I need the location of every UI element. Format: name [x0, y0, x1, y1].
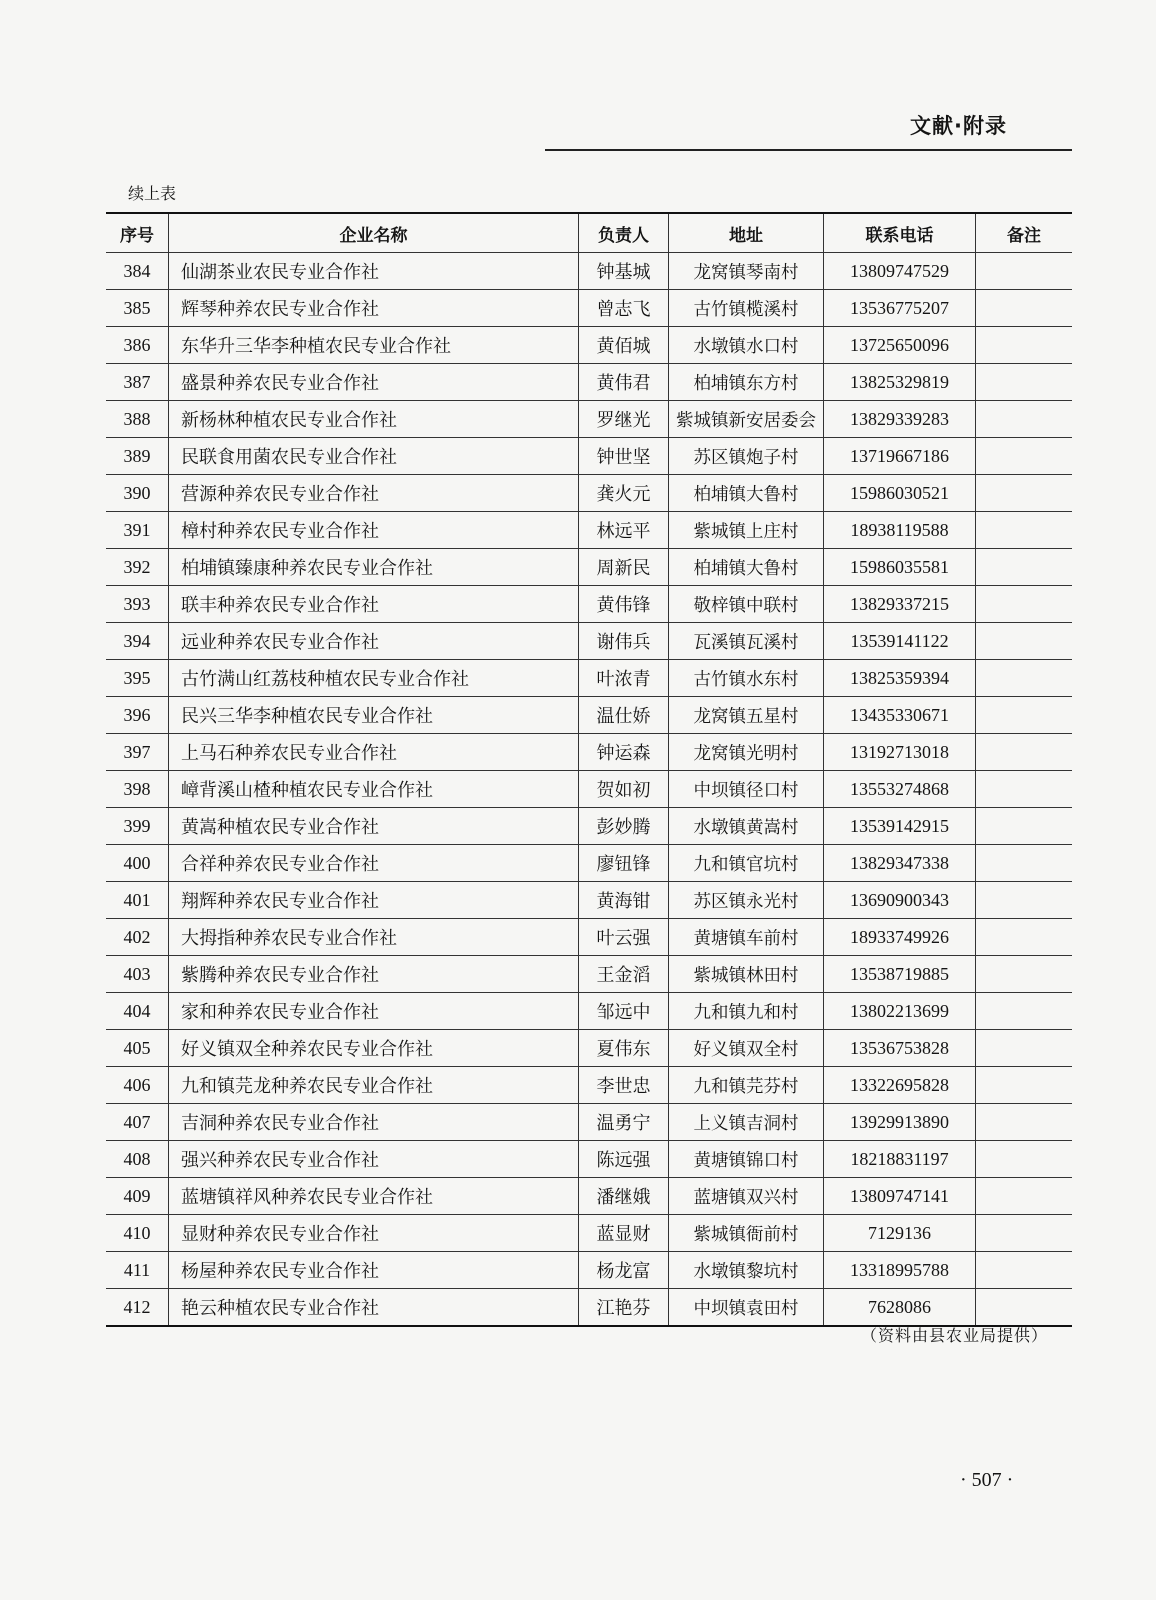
cell-note	[975, 1215, 1072, 1251]
cell-note	[975, 327, 1072, 363]
cell-phone: 13536753828	[823, 1030, 975, 1066]
cell-id: 399	[123, 815, 151, 836]
cell-name: 家和种养农民专业合作社	[168, 993, 578, 1029]
cell-id: 401	[123, 889, 151, 910]
table-row	[106, 659, 1072, 696]
cell-address: 九和镇芫芬村	[668, 1067, 823, 1103]
cell-phone: 13539141122	[823, 623, 975, 659]
table-row	[106, 696, 1072, 733]
table-row	[106, 1103, 1072, 1140]
cell-head: 江艳芬	[578, 1289, 668, 1325]
cell-phone: 13725650096	[823, 327, 975, 363]
cell-note	[975, 956, 1072, 992]
cell-head: 曾志飞	[578, 290, 668, 326]
cell-address: 九和镇九和村	[668, 993, 823, 1029]
cell-id: 400	[123, 852, 151, 873]
column-header-head: 负责人	[578, 214, 668, 252]
cell-address: 苏区镇炮子村	[668, 438, 823, 474]
table-row	[106, 807, 1072, 844]
cell-name: 仙湖茶业农民专业合作社	[168, 253, 578, 289]
table-row	[106, 918, 1072, 955]
cell-name: 九和镇芫龙种养农民专业合作社	[168, 1067, 578, 1103]
column-header-address: 地址	[668, 214, 823, 252]
cell-head: 林远平	[578, 512, 668, 548]
cell-phone: 13539142915	[823, 808, 975, 844]
cell-id: 404	[123, 1000, 151, 1021]
cell-address: 瓦溪镇瓦溪村	[668, 623, 823, 659]
cell-head: 杨龙富	[578, 1252, 668, 1288]
cell-phone: 13435330671	[823, 697, 975, 733]
cell-id: 389	[123, 445, 151, 466]
cell-head: 黄海钳	[578, 882, 668, 918]
cell-note	[975, 1067, 1072, 1103]
cell-address: 柏埔镇大鲁村	[668, 549, 823, 585]
cell-id: 402	[123, 926, 151, 947]
cell-id: 395	[123, 667, 151, 688]
cell-address: 柏埔镇大鲁村	[668, 475, 823, 511]
cell-head: 周新民	[578, 549, 668, 585]
cell-phone: 13538719885	[823, 956, 975, 992]
cell-id: 407	[123, 1111, 151, 1132]
cell-name: 盛景种养农民专业合作社	[168, 364, 578, 400]
cell-address: 古竹镇榄溪村	[668, 290, 823, 326]
cell-phone: 13719667186	[823, 438, 975, 474]
cell-head: 钟世坚	[578, 438, 668, 474]
cell-name: 营源种养农民专业合作社	[168, 475, 578, 511]
cell-phone: 13553274868	[823, 771, 975, 807]
cell-name: 紫腾种养农民专业合作社	[168, 956, 578, 992]
cell-head: 叶云强	[578, 919, 668, 955]
table-row	[106, 992, 1072, 1029]
cell-id: 412	[123, 1296, 151, 1317]
table-row	[106, 1177, 1072, 1214]
cell-name: 嶂背溪山楂种植农民专业合作社	[168, 771, 578, 807]
cell-id: 387	[123, 371, 151, 392]
cell-note	[975, 364, 1072, 400]
header-rule	[545, 149, 1072, 151]
table-row	[106, 326, 1072, 363]
table-row	[106, 1288, 1072, 1325]
table-body	[106, 252, 1072, 1325]
cell-phone: 18933749926	[823, 919, 975, 955]
cell-note	[975, 623, 1072, 659]
column-header-note: 备注	[975, 214, 1072, 252]
cell-name: 好义镇双全种养农民专业合作社	[168, 1030, 578, 1066]
cell-head: 邹远中	[578, 993, 668, 1029]
cell-phone: 15986030521	[823, 475, 975, 511]
table-row	[106, 511, 1072, 548]
cell-head: 彭妙腾	[578, 808, 668, 844]
cell-id: 394	[123, 630, 151, 651]
cell-head: 潘继娥	[578, 1178, 668, 1214]
table-row	[106, 474, 1072, 511]
cell-note	[975, 1104, 1072, 1140]
continued-label: 续上表	[128, 184, 177, 203]
cell-address: 苏区镇永光村	[668, 882, 823, 918]
cell-phone: 13690900343	[823, 882, 975, 918]
cooperatives-table	[106, 212, 1072, 1327]
cell-address: 龙窝镇琴南村	[668, 253, 823, 289]
cell-note	[975, 697, 1072, 733]
cell-note	[975, 512, 1072, 548]
cell-address: 龙窝镇光明村	[668, 734, 823, 770]
cell-name: 柏埔镇臻康种养农民专业合作社	[168, 549, 578, 585]
cell-address: 中坝镇袁田村	[668, 1289, 823, 1325]
cell-head: 王金滔	[578, 956, 668, 992]
cell-name: 上马石种养农民专业合作社	[168, 734, 578, 770]
cell-name: 民联食用菌农民专业合作社	[168, 438, 578, 474]
cell-phone: 13929913890	[823, 1104, 975, 1140]
cell-name: 大拇指种养农民专业合作社	[168, 919, 578, 955]
cell-phone: 13809747529	[823, 253, 975, 289]
cell-id: 409	[123, 1185, 151, 1206]
table-row	[106, 1140, 1072, 1177]
column-header-phone: 联系电话	[823, 214, 975, 252]
cell-phone: 7628086	[823, 1289, 975, 1325]
table-row	[106, 252, 1072, 289]
cell-name: 艳云种植农民专业合作社	[168, 1289, 578, 1325]
cell-name: 翔辉种养农民专业合作社	[168, 882, 578, 918]
cell-id: 391	[123, 519, 151, 540]
cell-phone: 18938119588	[823, 512, 975, 548]
cell-phone: 18218831197	[823, 1141, 975, 1177]
cell-name: 显财种养农民专业合作社	[168, 1215, 578, 1251]
cell-note	[975, 1141, 1072, 1177]
cell-name: 辉琴种养农民专业合作社	[168, 290, 578, 326]
cell-phone: 13829339283	[823, 401, 975, 437]
page-number: · 507 ·	[960, 1469, 1014, 1491]
table-row	[106, 844, 1072, 881]
column-header-name: 企业名称	[168, 214, 578, 252]
cell-head: 蓝显财	[578, 1215, 668, 1251]
cell-head: 温勇宁	[578, 1104, 668, 1140]
cell-name: 远业种养农民专业合作社	[168, 623, 578, 659]
cell-id: 384	[123, 260, 151, 281]
cell-address: 上义镇吉洞村	[668, 1104, 823, 1140]
cell-head: 谢伟兵	[578, 623, 668, 659]
column-header-id: 序号	[120, 225, 154, 246]
table-row	[106, 881, 1072, 918]
cell-note	[975, 549, 1072, 585]
cell-id: 386	[123, 334, 151, 355]
cell-head: 钟运森	[578, 734, 668, 770]
table-row	[106, 437, 1072, 474]
cell-name: 强兴种养农民专业合作社	[168, 1141, 578, 1177]
cell-name: 杨屋种养农民专业合作社	[168, 1252, 578, 1288]
cell-head: 龚火元	[578, 475, 668, 511]
cell-address: 黄塘镇车前村	[668, 919, 823, 955]
table-row	[106, 955, 1072, 992]
cell-address: 九和镇官坑村	[668, 845, 823, 881]
cell-phone: 13802213699	[823, 993, 975, 1029]
cell-id: 405	[123, 1037, 151, 1058]
cell-name: 合祥种养农民专业合作社	[168, 845, 578, 881]
cell-phone: 13192713018	[823, 734, 975, 770]
cell-id: 393	[123, 593, 151, 614]
cell-address: 水墩镇水口村	[668, 327, 823, 363]
cell-name: 蓝塘镇祥风种养农民专业合作社	[168, 1178, 578, 1214]
cell-name: 新杨林种植农民专业合作社	[168, 401, 578, 437]
cell-id: 411	[123, 1259, 151, 1280]
cell-head: 贺如初	[578, 771, 668, 807]
cell-note	[975, 919, 1072, 955]
cell-address: 紫城镇上庄村	[668, 512, 823, 548]
table-row	[106, 770, 1072, 807]
cell-note	[975, 660, 1072, 696]
cell-head: 陈远强	[578, 1141, 668, 1177]
cell-phone: 7129136	[823, 1215, 975, 1251]
cell-phone: 13536775207	[823, 290, 975, 326]
section-title: 文献·附录	[910, 114, 1007, 138]
cell-id: 388	[123, 408, 151, 429]
cell-address: 中坝镇径口村	[668, 771, 823, 807]
cell-address: 水墩镇黄嵩村	[668, 808, 823, 844]
cell-name: 民兴三华李种植农民专业合作社	[168, 697, 578, 733]
cell-address: 敬梓镇中联村	[668, 586, 823, 622]
cell-name: 古竹满山红荔枝种植农民专业合作社	[168, 660, 578, 696]
cell-head: 温仕娇	[578, 697, 668, 733]
cell-address: 水墩镇黎坑村	[668, 1252, 823, 1288]
table-row	[106, 1066, 1072, 1103]
cell-phone: 13322695828	[823, 1067, 975, 1103]
table-row	[106, 400, 1072, 437]
cell-note	[975, 475, 1072, 511]
cell-note	[975, 290, 1072, 326]
cell-address: 黄塘镇锦口村	[668, 1141, 823, 1177]
cell-address: 柏埔镇东方村	[668, 364, 823, 400]
cell-address: 好义镇双全村	[668, 1030, 823, 1066]
cell-phone: 15986035581	[823, 549, 975, 585]
cell-phone: 13829347338	[823, 845, 975, 881]
cell-id: 385	[123, 297, 151, 318]
table-row	[106, 289, 1072, 326]
cell-note	[975, 401, 1072, 437]
cell-id: 390	[123, 482, 151, 503]
cell-address: 龙窝镇五星村	[668, 697, 823, 733]
cell-phone: 13809747141	[823, 1178, 975, 1214]
table-header-row	[106, 214, 1072, 252]
cell-head: 黄佰城	[578, 327, 668, 363]
cell-note	[975, 253, 1072, 289]
cell-head: 廖钮锋	[578, 845, 668, 881]
cell-id: 403	[123, 963, 151, 984]
cell-note	[975, 1030, 1072, 1066]
table-row	[106, 548, 1072, 585]
cell-note	[975, 734, 1072, 770]
cell-id: 406	[123, 1074, 151, 1095]
cell-note	[975, 808, 1072, 844]
cell-head: 黄伟君	[578, 364, 668, 400]
cell-address: 蓝塘镇双兴村	[668, 1178, 823, 1214]
cell-head: 李世忠	[578, 1067, 668, 1103]
cell-note	[975, 438, 1072, 474]
cell-phone: 13825329819	[823, 364, 975, 400]
table-row	[106, 1251, 1072, 1288]
cell-note	[975, 845, 1072, 881]
cell-address: 紫城镇衙前村	[668, 1215, 823, 1251]
cell-name: 联丰种养农民专业合作社	[168, 586, 578, 622]
cell-id: 392	[123, 556, 151, 577]
cell-head: 夏伟东	[578, 1030, 668, 1066]
cell-phone: 13825359394	[823, 660, 975, 696]
cell-note	[975, 1289, 1072, 1325]
cell-head: 黄伟锋	[578, 586, 668, 622]
cell-name: 黄嵩种植农民专业合作社	[168, 808, 578, 844]
cell-id: 408	[123, 1148, 151, 1169]
cell-head: 钟基城	[578, 253, 668, 289]
source-note: （资料由县农业局提供）	[860, 1326, 1048, 1345]
cell-name: 樟村种养农民专业合作社	[168, 512, 578, 548]
cell-note	[975, 771, 1072, 807]
cell-id: 397	[123, 741, 151, 762]
cell-note	[975, 1252, 1072, 1288]
table-row	[106, 363, 1072, 400]
cell-phone: 13829337215	[823, 586, 975, 622]
cell-phone: 13318995788	[823, 1252, 975, 1288]
cell-head: 罗继光	[578, 401, 668, 437]
table-row	[106, 1214, 1072, 1251]
cell-note	[975, 1178, 1072, 1214]
cell-note	[975, 882, 1072, 918]
cell-address: 古竹镇水东村	[668, 660, 823, 696]
cell-head: 叶浓青	[578, 660, 668, 696]
table-row	[106, 622, 1072, 659]
table-row	[106, 733, 1072, 770]
cell-address: 紫城镇林田村	[668, 956, 823, 992]
table-row	[106, 585, 1072, 622]
cell-name: 东华升三华李种植农民专业合作社	[168, 327, 578, 363]
cell-note	[975, 993, 1072, 1029]
table-row	[106, 1029, 1072, 1066]
cell-name: 吉洞种养农民专业合作社	[168, 1104, 578, 1140]
cell-id: 396	[123, 704, 151, 725]
cell-address: 紫城镇新安居委会	[668, 401, 823, 437]
cell-note	[975, 586, 1072, 622]
cell-id: 398	[123, 778, 151, 799]
cell-id: 410	[123, 1222, 151, 1243]
